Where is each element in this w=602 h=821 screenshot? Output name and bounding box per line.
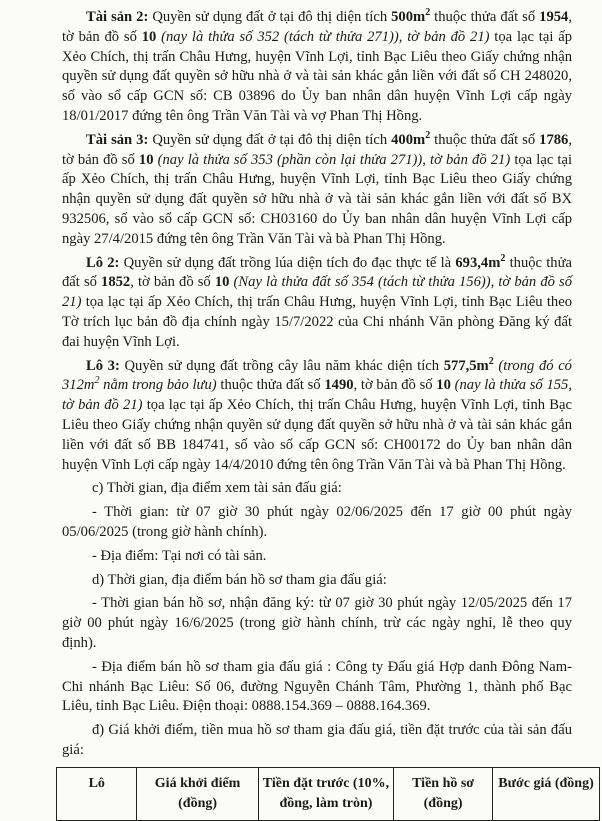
asset-2-paragraph (62, 8, 572, 127)
price-table (56, 767, 600, 821)
asset-3-label: Tài sản 3: (86, 131, 149, 148)
col-bid-step-header: Bước giá (đồng) (492, 767, 599, 820)
asset-2-label: Tài sản 2: (86, 9, 149, 25)
lot-2-map: 10 (214, 274, 230, 291)
col-lot-header: Lô (57, 767, 137, 820)
lot-2-note: (Nay là thửa đất số 354 (tách từ thửa 156)), tờ bản đồ số 21) (62, 274, 572, 311)
lot-3-label: Lô 3: (86, 357, 120, 374)
lot-3-map: 10 (436, 377, 451, 394)
lot-2-text: Quyền sử dụng đất trồng lúa diện tích đo đạc thực tế là (119, 254, 456, 271)
asset-2-map: 10 (141, 28, 157, 45)
asset-3-area-sup: 2 (425, 129, 431, 141)
lot-3-text: thuộc thửa đất số (216, 377, 325, 394)
asset-3-text: Quyền sử dụng đất ở tại đô thị diện tích (148, 131, 392, 148)
asset-2-area-sup: 2 (425, 7, 431, 19)
lot-3-note-sup: 2 (94, 375, 100, 387)
lot-3-paragraph (62, 357, 572, 476)
asset-3-area (391, 129, 431, 148)
lot-3-note-text: nằm trong bảo lưu) (99, 377, 217, 394)
lot-2-text: thuộc thửa đất số (62, 254, 572, 291)
lot-2-parcel: 1852 (101, 274, 131, 291)
col-dossier-fee-header: Tiền hồ sơ (đồng) (394, 767, 493, 820)
asset-2-text: Quyền sử dụng đất ở tại đô thị diện tích (148, 9, 392, 25)
asset-3-text: thuộc thửa đất số (430, 131, 540, 148)
section-dd-heading: đ) Giá khởi điểm, tiền mua hồ sơ tham gia đấu giá, tiền đặt trước của tài sản đấu giá: (62, 722, 572, 758)
asset-2-text: , tờ bản đồ số (62, 9, 572, 45)
section-c-place: - Địa điểm: Tại nơi có tài sản. (92, 547, 267, 564)
lot-2-area-value: 693,4m (455, 254, 501, 271)
asset-2-parcel: 1954 (539, 9, 569, 25)
lot-3-note-text: (trong đó có 312m (62, 357, 572, 394)
lot-3-parcel: 1490 (324, 377, 354, 394)
asset-3-note: (nay là thửa số 353 (phần còn lại thửa 271)), tờ bản đồ 21) (153, 151, 511, 168)
lot-3-note: (nay là thửa số 155, tờ bản đồ 21) (62, 377, 572, 414)
lot-3-area (443, 355, 494, 374)
price-table-header-row (57, 767, 600, 820)
section-c-heading: c) Thời gian, địa điểm xem tài sản đấu giá: (92, 480, 342, 497)
asset-2-area-value: 500m (391, 9, 426, 25)
asset-2-text: thuộc thửa đất số (430, 9, 540, 25)
lot-2-text: , tờ bản đồ số (130, 274, 215, 291)
lot-3-area-value: 577,5m (443, 357, 489, 374)
section-d-time: - Thời gian bán hồ sơ, nhận đăng ký: từ 07 giờ 30 phút ngày 12/05/2025 đến 17 giờ 00 phút ngày 16/6/2025 (trong giờ hành chính, trừ các ngày nghỉ, lễ theo quy định). (62, 595, 572, 651)
col-starting-price-header: Giá khởi điểm (đồng) (137, 767, 258, 820)
col-deposit-header: Tiền đặt trước (10%, đồng, làm tròn) (258, 767, 393, 820)
asset-3-paragraph (62, 131, 572, 250)
asset-3-area-value: 400m (391, 131, 426, 148)
section-c-time: - Thời gian: từ 07 giờ 30 phút ngày 02/06/2025 đến 17 giờ 00 phút ngày 05/06/2025 (trong giờ hành chính). (62, 504, 572, 540)
asset-2-area (391, 9, 430, 25)
section-d-place: - Địa điểm bán hồ sơ tham gia đấu giá : Công ty Đấu giá Hợp danh Đông Nam- Chi nhánh Bạc Liêu: Số 06, đường Nguyễn Chánh Tâm, Phường 1, thành phố Bạc Liêu, tỉnh Bạc Liêu. Điện thoại: 0888.154.369 – 0888.164.369. (62, 658, 572, 715)
lot-3-text: Quyền sử dụng đất trồng cây lâu năm khác diện tích (119, 357, 444, 374)
asset-3-text: , tờ bản đồ số (62, 131, 572, 168)
lot-2-paragraph (62, 254, 572, 353)
asset-3-map: 10 (138, 151, 154, 168)
lot-2-area (455, 252, 506, 271)
lot-2-label: Lô 2: (86, 254, 120, 271)
lot-2-area-sup: 2 (500, 252, 506, 264)
asset-3-text: tọa lạc tại ấp Xẻo Chích, thị trấn Châu Hưng, huyện Vĩnh Lợi, tỉnh Bạc Liêu theo Giấy chứng nhận quyền sử dụng đất quyền sở hữu nhà ở và tài sản khác gắn liền với đất số BX 932506, số vào sổ cấp GCN số: CH03160 do Ủy ban nhân dân huyện Vĩnh Lợi cấp ngày 27/4/2015 đứng tên ông Trần Văn Tài và bà Phan Thị Hồng. (62, 151, 573, 247)
lot-2-text: tọa lạc tại ấp Xẻo Chích, thị trấn Châu Hưng, huyện Vĩnh Lợi, tỉnh Bạc Liêu theo Tờ trích lục bản đồ địa chính ngày 15/7/2022 của Chi nhánh Văn phòng Đăng ký đất đai huyện Vĩnh Lợi. (62, 294, 572, 350)
lot-3-text: tọa lạc tại ấp Xẻo Chích, thị trấn Châu Hưng, huyện Vĩnh Lợi, tỉnh Bạc Liêu theo Giấy chứng nhận quyền sử dụng đất quyền sở hữu nhà ở và tài sản khác gắn liền với đất số BB 184741, số vào sổ cấp GCN số: CH00172 do Ủy ban nhân dân huyện Vĩnh Lợi cấp ngày 14/4/2010 đứng tên ông Trần Văn Tài và bà Phan Thị Hồng. (62, 397, 572, 473)
asset-2-text: tọa lạc tại ấp Xẻo Chích, thị trấn Châu Hưng, huyện Vĩnh Lợi, tỉnh Bạc Liêu theo Giấy chứng nhận quyền sử dụng đất quyền sở hữu nhà ở và tài sản khác gắn liền với đất số CH 248020, số vào sổ cấp GCN số: CB 03896 do Ủy ban nhân dân huyện Vĩnh Lợi cấp ngày 18/01/2017 đứng tên ông Trần Văn Tài và vợ Phan Thị Hồng. (62, 28, 572, 124)
asset-2-note: (nay là thửa số 352 (tách từ thửa 271)), tờ bản đồ 21) (156, 28, 490, 45)
lot-3-text: , tờ bản đồ số (353, 377, 437, 394)
lot-3-area-sup: 2 (488, 355, 494, 367)
section-d-heading: d) Thời gian, địa điểm bán hồ sơ tham gia đấu giá: (92, 571, 387, 588)
asset-3-parcel: 1786 (539, 131, 569, 148)
